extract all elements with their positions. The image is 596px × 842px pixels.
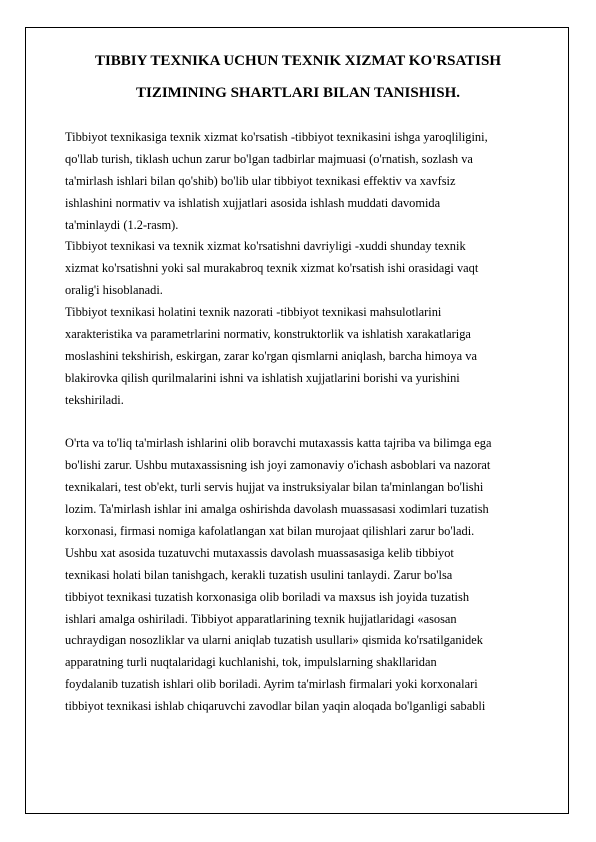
paragraph-spacer [65,412,545,434]
text-line: Tibbiyot texnikasi holatini texnik nazorati -tibbiyot texnikasi mahsulotlarini [65,305,442,320]
text-line: ishlashini normativ va ishlatish xujjatlari asosida ishlash muddati davomida [65,195,441,210]
text-line: foydalanib tuzatish ishlari olib boriladi. Ayrim ta'mirlash firmalari yoki korxonalari [65,677,478,692]
text-line: ta'mirlash ishlari bilan qo'shib) bo'lib ular tibbiyot texnikasi effektiv va xavfsiz [65,173,456,188]
text-line: xarakteristika va parametrlarini normativ, konstruktorlik va ishlatish xarakatlariga [65,327,471,342]
text-line: Ushbu xat asosida tuzatuvchi mutaxassis davolash muassasasiga kelib tibbiyot [65,545,454,560]
text-line: Tibbiyot texnikasi va texnik xizmat ko'rsatishni davriyligi -xuddi shunday texnik [65,239,466,254]
document-body [65,127,545,718]
text-line: Tibbiyot texnikasiga texnik xizmat ko'rsatish -tibbiyot texnikasini ishga yaroqliligini, [65,130,488,144]
text-line: korxonasi, firmasi nomiga kafolatlangan xat bilan murojaat qilishlari zarur bo'ladi. [65,524,475,539]
text-line: texnikasi holati bilan tanishgach, kerakli tuzatish usulini tanlaydi. Zarur bo'lsa [65,567,453,582]
paragraph-definition-periodicity [65,236,545,302]
document-title-line-2: TIZIMINING SHARTLARI BILAN TANISHISH. [135,85,460,101]
text-line: ishlari amalga oshiriladi. Tibbiyot apparatlarining texnik hujjatlaridagi «asosan [65,611,457,626]
text-line: lozim. Ta'mirlash ishlar ini amalga oshirishda davolash muassasasi xodimlari tuzatish [65,502,489,517]
paragraph-definition-control [65,302,545,411]
text-line: texnikalari, test ob'ekt, turli servis hujjat va instruksiyalar bilan ta'minlangan bo'lishi [65,480,484,495]
text-line: tekshiriladi. [65,392,124,407]
text-line: blakirovka qilish qurilmalarini ishni va ishlatish xujjatlarini borishi va yurishini [65,370,460,385]
document-title-line-1: TIBBIY TEXNIKA UCHUN TEXNIK XIZMAT KO'RSATISH [94,53,502,69]
text-line: tibbiyot texnikasi ishlab chiqaruvchi zavodlar bilan yaqin aloqada bo'lganligi sababli [65,699,486,714]
paragraph-definition-maintenance [65,127,545,236]
text-line: apparatning turli nuqtalaridagi kuchlanishi, tok, impulslarning shakllaridan [65,655,437,670]
text-line: xizmat ko'rsatishni yoki sal murakabroq texnik xizmat ko'rsatish ishi orasidagi vaqt [65,261,479,276]
text-line: O'rta va to'liq ta'mirlash ishlarini olib boravchi mutaxassis katta tajriba va bilimga ega [65,436,492,451]
text-line: qo'llab turish, tiklash uchun zarur bo'lgan tadbirlar majmuasi (o'rnatish, sozlash va [65,151,473,166]
text-line: tibbiyot texnikasi tuzatish korxonasiga olib boriladi va maxsus ish joyida tuzatish [65,589,470,604]
text-line: oralig'i hisoblanadi. [65,283,163,298]
text-line: ta'minlaydi (1.2-rasm). [65,217,179,232]
paragraph-repair-specialist [65,433,545,718]
text-line: moslashini tekshirish, eskirgan, zarar ko'rgan qismlarni aniqlash, barcha himoya va [65,348,477,363]
text-line: bo'lishi zarur. Ushbu mutaxassisning ish joyi zamonaviy o'ichash asboblari va nazorat [65,458,491,473]
text-line: uchraydigan nosozliklar va ularni aniqlab tuzatish usullari» qismida ko'rsatilganidek [65,633,483,648]
